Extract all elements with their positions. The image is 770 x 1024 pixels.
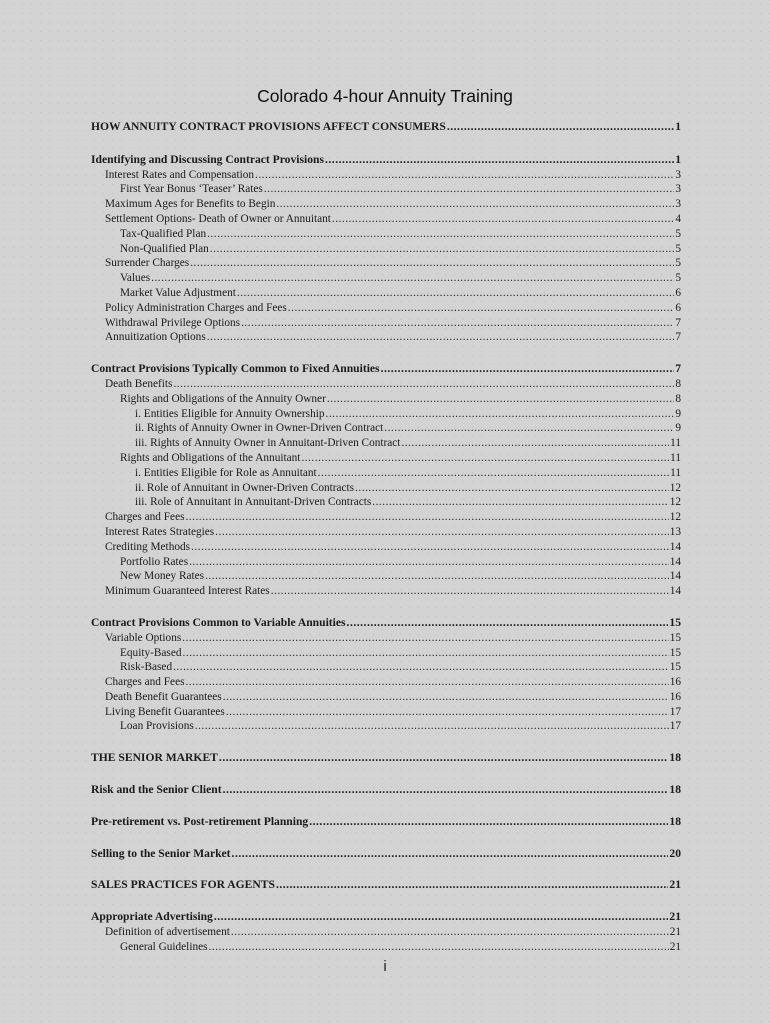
toc-entry-page: 13 [669,525,681,538]
toc-section-entry[interactable] [91,616,681,631]
toc-entry[interactable] [91,421,681,436]
toc-entry[interactable] [91,392,681,407]
toc-entry-label: THE SENIOR MARKET [91,751,218,765]
toc-leader-dots [271,584,669,599]
toc-entry-page: 18 [669,814,681,828]
toc-entry[interactable] [91,168,681,183]
toc-entry[interactable] [91,646,681,661]
toc-entry-page: 21 [669,926,681,939]
toc-entry[interactable] [91,525,681,540]
toc-leader-dots [447,120,674,135]
toc-leader-dots [241,316,674,331]
toc-entry[interactable] [91,212,681,227]
toc-entry-label: Values [120,272,151,285]
toc-entry-label: HOW ANNUITY CONTRACT PROVISIONS AFFECT CONSUMERS [91,120,446,133]
toc-entry-label: Risk and the Senior Client [91,783,222,797]
toc-entry-label: Appropriate Advertising [91,910,213,924]
toc-section-entry[interactable] [91,362,681,377]
toc-entry[interactable] [91,569,681,584]
toc-entry-label: Living Benefit Guarantees [105,705,225,718]
toc-leader-dots [226,705,669,720]
toc-section-entry[interactable] [91,153,681,168]
toc-entry-page: 7 [675,331,681,344]
toc-entry[interactable] [91,242,681,257]
toc-entry-label: Annuitization Options [105,331,206,344]
toc-entry[interactable] [91,705,681,720]
toc-leader-dots [191,540,669,555]
toc-entry-label: Withdrawal Privilege Options [105,316,241,329]
toc-leader-dots [214,910,669,925]
toc-section-entry[interactable] [91,815,681,830]
toc-leader-dots [325,153,674,168]
toc-entry-label: Charges and Fees [105,511,185,524]
toc-section-entry[interactable] [91,120,681,135]
toc-leader-dots [231,925,669,940]
toc-entry-label: Equity-Based [120,646,182,659]
toc-entry-label: Tax-Qualified Plan [120,227,207,240]
toc-entry-label: Loan Provisions [120,720,194,733]
toc-entry[interactable] [91,675,681,690]
toc-entry-page: 15 [669,661,681,674]
toc-leader-dots [210,242,675,257]
toc-entry-page: 11 [670,466,681,479]
toc-leader-dots [207,330,675,345]
toc-entry[interactable] [91,436,681,451]
toc-entry-label: ii. Rights of Annuity Owner in Owner-Driven Contract [135,422,384,435]
toc-entry-page: 3 [675,183,681,196]
toc-entry-page: 12 [669,496,681,509]
toc-entry-label: Identifying and Discussing Contract Provisions [91,152,324,166]
toc-leader-dots [209,940,669,955]
toc-entry-page: 3 [675,198,681,211]
toc-entry-page: 6 [675,301,681,314]
toc-entry-label: Interest Rates Strategies [105,525,215,538]
toc-entry-page: 18 [669,783,681,797]
toc-entry-page: 14 [669,540,681,553]
toc-entry-label: Selling to the Senior Market [91,846,231,860]
toc-entry-page: 5 [675,272,681,285]
toc-entry[interactable] [91,271,681,286]
toc-entry-page: 8 [675,377,681,390]
toc-leader-dots [276,197,674,212]
toc-entry-page: 17 [669,705,681,718]
toc-leader-dots [195,719,669,734]
toc-entry-label: New Money Rates [120,570,205,583]
toc-leader-dots [185,675,668,690]
toc-leader-dots [255,168,674,183]
toc-entry-page: 1 [675,152,681,166]
table-of-contents [91,120,681,955]
toc-leader-dots [264,182,675,197]
toc-entry-label: Charges and Fees [105,676,185,689]
toc-section-entry[interactable] [91,847,681,862]
toc-entry[interactable] [91,495,681,510]
toc-leader-dots [401,436,669,451]
toc-entry-page: 1 [675,120,681,133]
page-title: Colorado 4-hour Annuity Training [257,86,513,106]
toc-entry-page: 3 [675,168,681,181]
toc-entry-page: 5 [675,227,681,240]
toc-entry[interactable] [91,197,681,212]
toc-entry-label: Risk-Based [120,661,173,674]
toc-leader-dots [173,660,669,675]
toc-entry-label: Policy Administration Charges and Fees [105,301,287,314]
toc-entry[interactable] [91,481,681,496]
toc-leader-dots [372,495,668,510]
toc-entry[interactable] [91,286,681,301]
toc-entry[interactable] [91,719,681,734]
toc-entry[interactable] [91,660,681,675]
toc-leader-dots [237,286,674,301]
toc-entry-label: Death Benefits [105,377,173,390]
toc-entry-label: Maximum Ages for Benefits to Begin [105,198,276,211]
toc-entry-page: 7 [675,362,681,376]
toc-entry-page: 12 [669,511,681,524]
toc-leader-dots [326,407,675,422]
toc-entry[interactable] [91,555,681,570]
page-number: i [383,958,387,975]
toc-leader-dots [185,510,668,525]
toc-leader-dots [182,631,668,646]
toc-entry-page: 9 [675,422,681,435]
toc-entry-page: 21 [669,940,681,953]
toc-entry-label: Interest Rates and Compensation [105,168,255,181]
toc-entry-label: i. Entities Eligible for Annuity Ownership [135,407,325,420]
toc-leader-dots [223,783,669,798]
toc-entry-label: Variable Options [105,631,182,644]
toc-entry-page: 21 [669,910,681,924]
toc-entry-page: 16 [669,690,681,703]
toc-leader-dots [189,555,669,570]
toc-entry[interactable] [91,227,681,242]
toc-entry-page: 5 [675,242,681,255]
toc-entry-label: Contract Provisions Common to Variable Annuities [91,615,346,629]
toc-leader-dots [190,256,674,271]
toc-entry-label: Pre-retirement vs. Post-retirement Planning [91,814,309,828]
toc-section-entry[interactable] [91,783,681,798]
toc-entry-page: 11 [670,451,681,464]
toc-entry-page: 4 [675,212,681,225]
toc-entry[interactable] [91,301,681,316]
toc-entry[interactable] [91,584,681,599]
toc-entry-page: 14 [669,555,681,568]
toc-entry-page: 15 [669,631,681,644]
toc-entry-page: 21 [669,878,681,892]
toc-entry[interactable] [91,925,681,940]
toc-entry[interactable] [91,182,681,197]
toc-leader-dots [301,451,669,466]
toc-section-entry[interactable] [91,751,681,766]
toc-leader-dots [276,878,668,893]
toc-section-entry[interactable] [91,910,681,925]
toc-entry[interactable] [91,540,681,555]
toc-entry-page: 8 [675,392,681,405]
toc-entry-page: 15 [669,646,681,659]
toc-entry-page: 12 [669,481,681,494]
toc-leader-dots [347,616,669,631]
toc-entry[interactable] [91,316,681,331]
toc-entry-label: Non-Qualified Plan [120,242,209,255]
toc-entry-label: Portfolio Rates [120,555,189,568]
toc-entry-page: 7 [675,316,681,329]
toc-entry-label: Definition of advertisement [105,926,230,939]
toc-entry[interactable] [91,256,681,271]
toc-leader-dots [205,569,669,584]
toc-entry-page: 6 [675,286,681,299]
toc-entry-label: iii. Rights of Annuity Owner in Annuitant-Driven Contract [135,437,401,450]
toc-entry-page: 11 [670,437,681,450]
toc-entry-label: i. Entities Eligible for Role as Annuitant [135,466,317,479]
toc-entry-label: Crediting Methods [105,540,191,553]
toc-leader-dots [381,362,675,377]
toc-entry-label: Settlement Options- Death of Owner or Annuitant [105,212,331,225]
toc-entry-label: Death Benefit Guarantees [105,690,222,703]
toc-entry-page: 17 [669,720,681,733]
toc-entry[interactable] [91,690,681,705]
toc-section-entry[interactable] [91,878,681,893]
toc-entry-label: iii. Role of Annuitant in Annuitant-Driven Contracts [135,496,372,509]
toc-leader-dots [384,421,674,436]
toc-entry-label: ii. Role of Annuitant in Owner-Driven Contracts [135,481,355,494]
toc-leader-dots [173,377,674,392]
toc-entry-label: Contract Provisions Typically Common to Fixed Annuities [91,362,380,376]
toc-entry-label: Rights and Obligations of the Annuitant [120,451,301,464]
toc-leader-dots [327,392,675,407]
toc-leader-dots [332,212,674,227]
toc-entry-label: Market Value Adjustment [120,286,236,299]
toc-leader-dots [151,271,674,286]
toc-leader-dots [207,227,674,242]
toc-leader-dots [215,525,669,540]
toc-leader-dots [219,751,668,766]
toc-entry-page: 5 [675,257,681,270]
toc-leader-dots [223,690,669,705]
toc-entry[interactable] [91,407,681,422]
toc-entry-label: First Year Bonus ‘Teaser’ Rates [120,183,263,196]
toc-entry-label: Minimum Guaranteed Interest Rates [105,585,270,598]
toc-entry-page: 16 [669,676,681,689]
toc-leader-dots [183,646,669,661]
toc-entry[interactable] [91,377,681,392]
toc-entry-label: SALES PRACTICES FOR AGENTS [91,878,275,892]
toc-entry[interactable] [91,330,681,345]
toc-entry[interactable] [91,466,681,481]
toc-entry-page: 18 [669,751,681,765]
toc-entry-page: 9 [675,407,681,420]
toc-leader-dots [318,466,669,481]
toc-entry-label: Rights and Obligations of the Annuity Owner [120,392,326,405]
toc-entry[interactable] [91,631,681,646]
toc-entry-page: 15 [669,615,681,629]
toc-leader-dots [232,847,669,862]
toc-entry[interactable] [91,451,681,466]
toc-entry[interactable] [91,510,681,525]
toc-entry-label: General Guidelines [120,940,208,953]
toc-entry-page: 14 [669,570,681,583]
toc-entry[interactable] [91,940,681,955]
toc-entry-page: 20 [669,846,681,860]
toc-leader-dots [355,481,669,496]
toc-leader-dots [309,815,668,830]
toc-leader-dots [288,301,675,316]
toc-entry-page: 14 [669,585,681,598]
toc-entry-label: Surrender Charges [105,257,190,270]
